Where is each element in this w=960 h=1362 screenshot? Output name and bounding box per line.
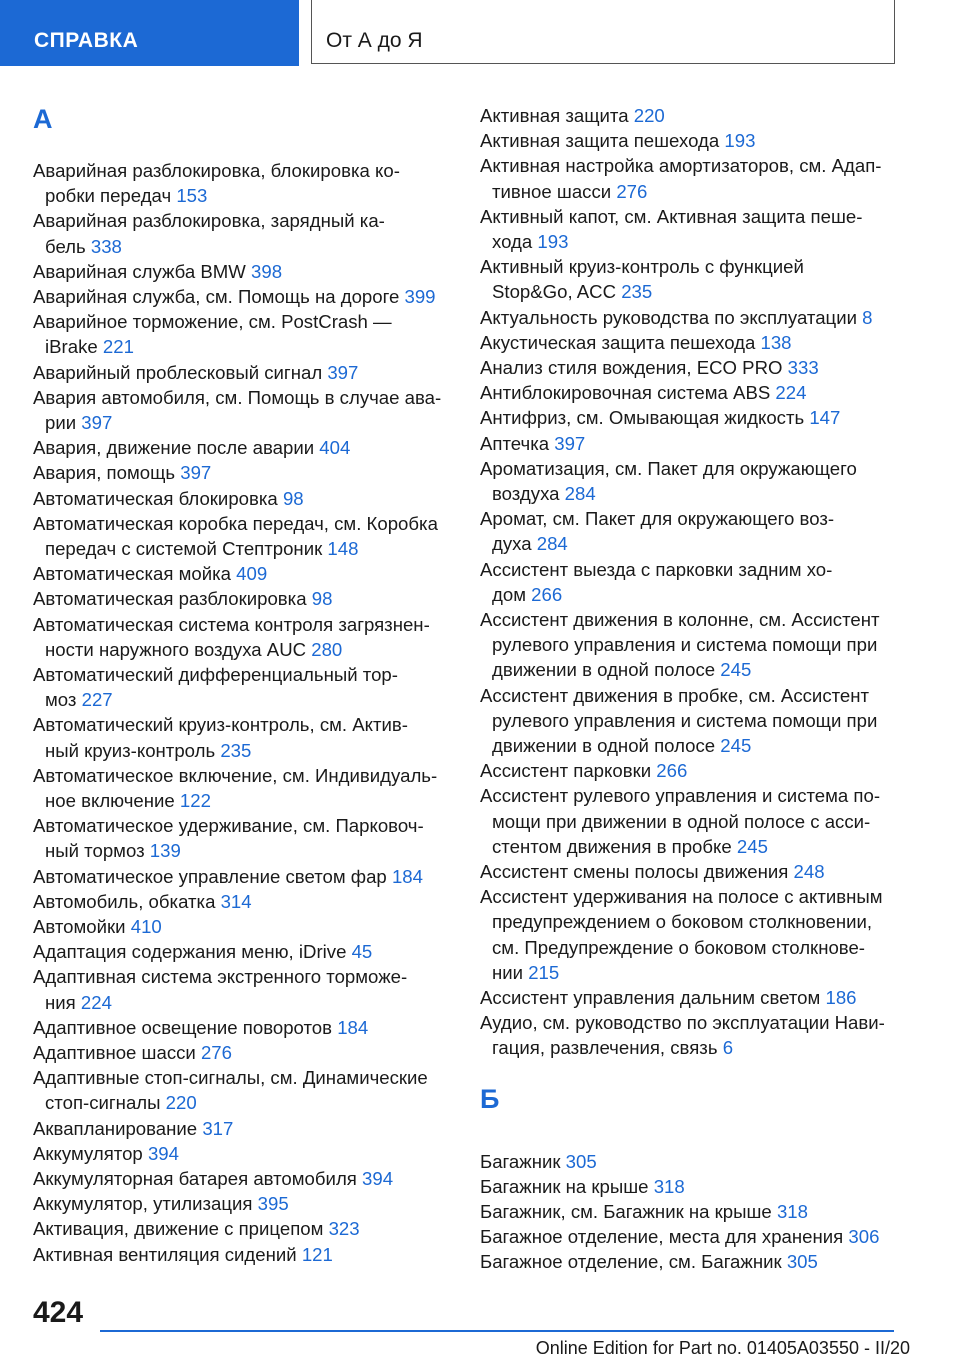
page-reference-link[interactable]: 266 [656,760,688,782]
index-entry: Активная защита 220 [480,105,665,126]
page-reference-link[interactable]: 245 [720,735,752,756]
index-entry: Ассистент выезда с парковки задним хо- дом 266 [480,558,833,605]
page-reference-link[interactable]: 148 [327,538,359,559]
index-entry: Адаптивное шасси 276 [33,1042,232,1063]
index-entry: Аварийная разблокировка, блокировка ко- робки передач 153 [33,160,400,207]
page-reference-link[interactable]: 8 [862,306,873,328]
index-entry: Аварийная служба BMW 398 [33,260,283,282]
index-entry: Автоматическая мойка 409 [33,563,268,585]
page-reference-link[interactable]: 221 [102,336,134,358]
section-tab[interactable]: СПРАВКА [0,0,299,66]
page-reference-link[interactable]: 147 [809,407,841,429]
index-entry: Авария, помощь 397 [33,462,212,484]
index-entry: Ассистент рулевого управления и система по- мощи при движении в одной полосе с асси- стентом движения в пробке 245 [480,785,881,857]
page-reference-link[interactable]: 6 [722,1037,734,1059]
page-reference-link[interactable]: 338 [90,235,122,257]
edition-note: Online Edition for Part no. 01405A03550 - II/20 [535,1338,910,1358]
page-number: 424 [33,1296,84,1329]
index-entry: Багажное отделение, места для хранения 306 [480,1226,880,1248]
page-reference-link[interactable]: 138 [760,331,792,353]
page-reference-link[interactable]: 193 [724,130,756,152]
page-reference-link[interactable]: 323 [328,1218,360,1240]
page-reference-link[interactable]: 276 [616,180,648,202]
index-entry: Активный круиз-контроль с функцией Stop&Go, ACC 235 [480,256,804,303]
index-entry: Аварийный проблесковый сигнал 397 [33,361,359,383]
index-entry: Багажное отделение, см. Багажник 305 [480,1251,818,1273]
index-entry: Активация, движение с прицепом 323 [33,1218,360,1240]
index-entry: Адаптивные стоп-сигналы, см. Динамические стоп-сигналы 220 [33,1067,428,1114]
page-reference-link[interactable]: 404 [319,437,351,459]
page-reference-link[interactable]: 317 [202,1117,234,1139]
page-reference-link[interactable]: 98 [311,588,333,610]
index-entry: Антиблокировочная система ABS 224 [480,382,807,404]
page-reference-link[interactable]: 121 [301,1243,333,1265]
index-entry: Автомойки 410 [33,916,162,937]
index-entry: Ассистент движения в пробке, см. Ассистент рулевого управления и система помощи при движении в одной полосе 245 [480,684,878,756]
page-reference-link[interactable]: 314 [220,890,252,912]
page-reference-link[interactable]: 224 [775,382,807,404]
index-entry: Багажник 305 [480,1150,597,1172]
page-reference-link[interactable]: 399 [404,286,436,307]
index-entry: Ароматизация, см. Пакет для окружающего воздуха 284 [480,457,857,504]
index-entry: Багажник на крыше 318 [480,1175,685,1197]
page-reference-link[interactable]: 284 [564,483,596,504]
index-entry: Автоматическая коробка передач, см. Коробка передач с системой Стептроник 148 [33,512,438,559]
page-reference-link[interactable]: 186 [825,987,857,1008]
index-entry: Акустическая защита пешехода 138 [480,331,792,353]
page-reference-link[interactable]: 397 [81,412,113,433]
page-reference-link[interactable]: 397 [327,361,359,383]
page-reference-link[interactable]: 276 [200,1042,232,1063]
index-entry: Автоматический круиз-контроль, см. Актив- ный круиз-контроль 235 [33,714,408,761]
page-reference-link[interactable]: 397 [180,462,212,484]
page-reference-link[interactable]: 394 [362,1168,394,1189]
page-reference-link[interactable]: 397 [554,432,586,454]
footer-divider [100,1330,894,1332]
page-reference-link[interactable]: 410 [130,916,162,937]
index-entry: Авария, движение после аварии 404 [33,437,351,459]
page-reference-link[interactable]: 398 [251,260,283,282]
index-entry: Ассистент удерживания на полосе с активным предупреждением о боковом столкновении, см. Предупреждение о боковом столкнове- нии 215 [480,886,883,983]
index-entry: Активная настройка амортизаторов, см. Адап- тивное шасси 276 [480,155,882,202]
page-reference-link[interactable]: 184 [337,1016,369,1038]
index-entry: Анализ стиля вождения, ECO PRO 333 [480,357,819,378]
page-reference-link[interactable]: 306 [848,1226,880,1248]
index-entry: Багажник, см. Багажник на крыше 318 [480,1201,808,1222]
page-reference-link[interactable]: 98 [282,487,304,509]
page-reference-link[interactable]: 266 [531,583,563,605]
page-reference-link[interactable]: 184 [391,865,423,887]
index-entry: Активный капот, см. Активная защита пеше- хода 193 [480,205,863,252]
index-entry: Автоматическое удерживание, см. Парковоч- ный тормоз 139 [33,815,424,862]
index-entry: Автоматическое управление светом фар 184 [33,865,423,887]
page-reference-link[interactable]: 193 [537,231,569,252]
page-reference-link[interactable]: 220 [165,1092,197,1114]
page-reference-link[interactable]: 248 [793,861,825,882]
index-entry: Антифриз, см. Омывающая жидкость 147 [480,407,841,429]
chapter-title: От А до Я [311,0,895,64]
page-reference-link[interactable]: 153 [176,185,208,207]
index-entry: Аварийное торможение, см. PostCrash — iBrake 221 [33,311,392,358]
page-reference-link[interactable]: 305 [565,1150,597,1172]
page-reference-link[interactable]: 333 [787,357,819,378]
page-reference-link[interactable]: 245 [736,835,768,857]
index-entry: Аквапланирование 317 [33,1117,234,1139]
index-entry: Аудио, см. руководство по эксплуатации Нави- гация, развлечения, связь 6 [480,1012,885,1059]
page-reference-link[interactable]: 45 [351,941,373,963]
page-reference-link[interactable]: 224 [80,991,112,1013]
index-entry: Ассистент смены полосы движения 248 [480,861,825,882]
index-entry: Адаптивная система экстренного торможе- ния 224 [33,966,408,1013]
page-reference-link[interactable]: 409 [236,563,268,585]
index-entry: Ассистент управления дальним светом 186 [480,987,857,1008]
index-entry: Автомобиль, обкатка 314 [33,890,252,912]
index-entry: Активная защита пешехода 193 [480,130,756,152]
index-entry: Автоматический дифференциальный тор- моз 227 [33,664,398,711]
page-reference-link[interactable]: 284 [536,533,568,555]
index-entry: Аварийная служба, см. Помощь на дороге 399 [33,286,436,307]
page-reference-link[interactable]: 305 [786,1251,818,1273]
page-reference-link[interactable]: 395 [257,1193,289,1215]
index-entry: Аптечка 397 [480,432,586,454]
page-reference-link[interactable]: 227 [81,689,113,711]
index-entry: Авария автомобиля, см. Помощь в случае ава- рии 397 [33,386,442,433]
index-entry: Актуальность руководства по эксплуатации 8 [480,306,873,328]
page-reference-link[interactable]: 235 [220,739,252,761]
index-entry: Аккумулятор, утилизация 395 [33,1193,289,1215]
page-reference-link[interactable]: 215 [528,961,560,983]
page-reference-link[interactable]: 318 [653,1175,685,1197]
index-entry: Ассистент парковки 266 [480,760,688,782]
page-reference-link[interactable]: 139 [149,840,181,862]
index-entry: Аккумуляторная батарея автомобиля 394 [33,1168,394,1189]
page-reference-link[interactable]: 280 [311,638,343,660]
page-reference-link[interactable]: 122 [179,790,211,811]
index-entry: Активная вентиляция сидений 121 [33,1243,333,1265]
index-letter-a: А [33,104,53,134]
index-entry: Аккумулятор 394 [33,1142,179,1164]
index-entry: Автоматическое включение, см. Индивидуаль- ное включение 122 [33,764,438,811]
page-reference-link[interactable]: 394 [147,1142,179,1164]
index-entry: Адаптация содержания меню, iDrive 45 [33,941,373,963]
index-entry: Адаптивное освещение поворотов 184 [33,1016,369,1038]
index-entry: Аромат, см. Пакет для окружающего воз- духа 284 [480,508,835,555]
index-entry: Ассистент движения в колонне, см. Ассистент рулевого управления и система помощи при движении в одной полосе 245 [480,609,880,681]
page-reference-link[interactable]: 245 [720,659,752,681]
index-letter-b: Б [480,1083,500,1114]
page-reference-link[interactable]: 220 [633,105,665,126]
index-entry: Автоматическая система контроля загрязнен- ности наружного воздуха AUC 280 [33,613,430,660]
page-reference-link[interactable]: 318 [776,1201,808,1222]
index-entry: Автоматическая блокировка 98 [33,487,304,509]
page-reference-link[interactable]: 235 [621,281,653,303]
index-entry: Аварийная разблокировка, зарядный ка- бель 338 [33,210,385,257]
index-entry: Автоматическая разблокировка 98 [33,588,333,610]
